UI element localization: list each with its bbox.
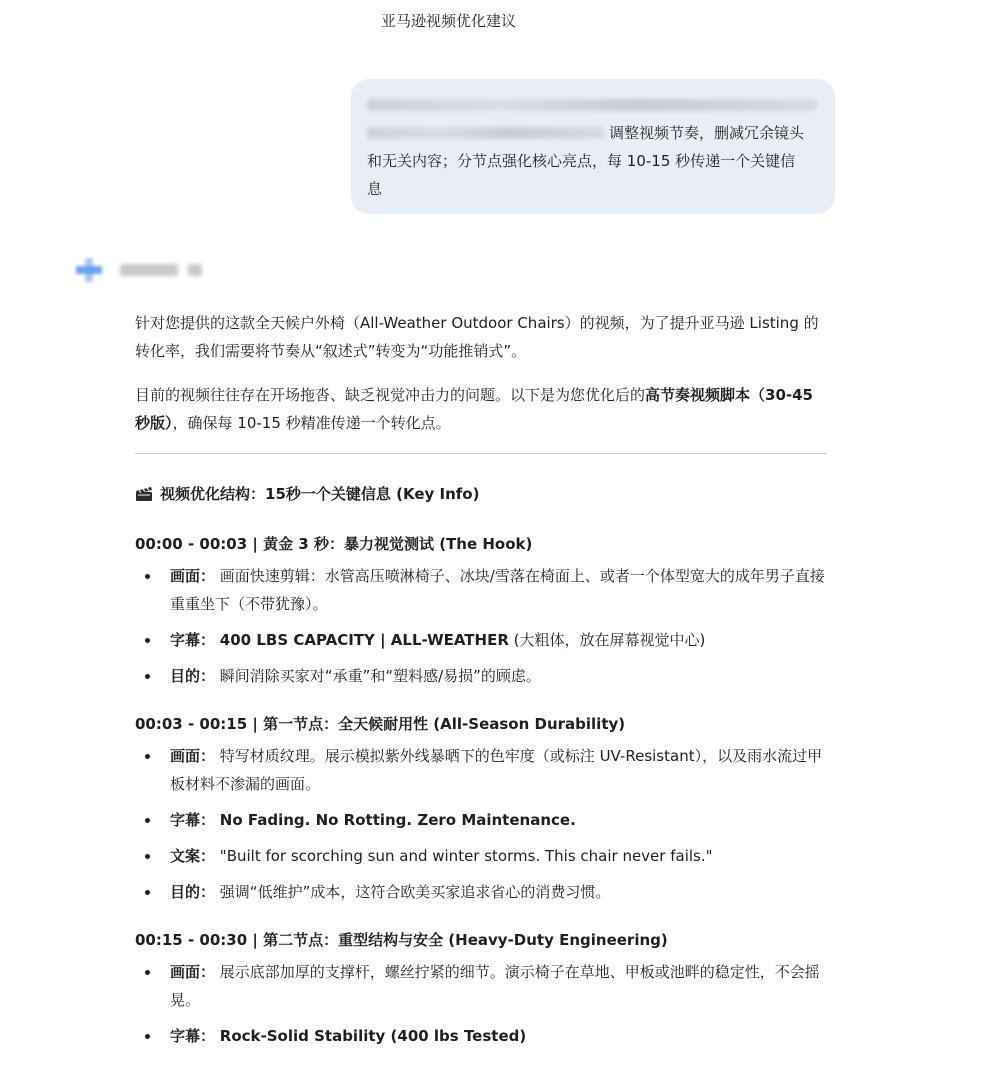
list-item: 画面： 画面快速剪辑：水管高压喷淋椅子、冰块/雪落在椅面上、或者一个体型宽大的成年男子直接重重坐下（不带犹豫）。	[135, 562, 827, 618]
structure-heading: 视频优化结构：15秒一个关键信息 (Key Info)	[135, 480, 827, 508]
page-title: 亚马逊视频优化建议	[380, 12, 516, 30]
list-item: 画面： 展示底部加厚的支撑杆，螺丝拧紧的细节。演示椅子在草地、甲板或池畔的稳定性，不会摇晃。	[135, 958, 827, 1014]
summary-paragraph: 目前的视频往往存在开场拖沓、缺乏视觉冲击力的问题。以下是为您优化后的高节奏视频脚本（30-45秒版），确保每 10-15 秒精准传递一个转化点。	[135, 386, 813, 432]
assistant-response	[135, 309, 827, 1070]
clapper-board-icon	[135, 486, 153, 502]
user-message-line-2	[367, 119, 817, 147]
assistant-avatar-icon	[76, 258, 102, 282]
section-heading: 00:00 - 00:03 | 黄金 3 秒：暴力视觉测试 (The Hook)	[135, 535, 533, 553]
assistant-header	[76, 258, 202, 282]
section-heading: 00:03 - 00:15 | 第一节点：全天候耐用性 (All-Season Durability)	[135, 715, 626, 733]
list-item: 目的： 瞬间消除买家对“承重”和“塑料感/易损”的顾虑。	[135, 662, 827, 690]
user-message-line-4: 息	[367, 180, 383, 198]
user-message-bubble	[351, 79, 835, 214]
list-item: 文案： "Built for scorching sun and winter storms. This chair never fails."	[135, 842, 827, 870]
section-hook	[135, 530, 827, 690]
redacted-text-line	[367, 91, 817, 119]
section-engineering	[135, 926, 827, 1050]
user-message-line-3: 和无关内容；分节点强化核心亮点，每 10-15 秒传递一个关键信	[367, 152, 796, 170]
list-item: 字幕： 400 LBS CAPACITY | ALL-WEATHER (大粗体，放在屏幕视觉中心)	[135, 626, 827, 654]
section-heading: 00:15 - 00:30 | 第二节点：重型结构与安全 (Heavy-Duty Engineering)	[135, 931, 668, 949]
user-message-visible-text: 调整视频节奏，删减冗余镜头	[609, 124, 805, 142]
list-item: 画面： 特写材质纹理。展示模拟紫外线暴晒下的色牢度（或标注 UV-Resistant），以及雨水流过甲板材料不渗漏的画面。	[135, 742, 827, 798]
intro-paragraph: 针对您提供的这款全天候户外椅（All-Weather Outdoor Chairs）的视频，为了提升亚马逊 Listing 的转化率，我们需要将节奏从“叙述式”转变为“功能推销式”。	[135, 314, 819, 360]
section-durability	[135, 710, 827, 906]
divider	[135, 453, 827, 454]
list-item: 字幕： Rock-Solid Stability (400 lbs Tested)	[135, 1022, 827, 1050]
list-item: 目的： 强调“低维护”成本，这符合欧美买家追求省心的消费习惯。	[135, 878, 827, 906]
assistant-name-redacted	[120, 264, 202, 276]
list-item: 字幕： No Fading. No Rotting. Zero Maintenance.	[135, 806, 827, 834]
